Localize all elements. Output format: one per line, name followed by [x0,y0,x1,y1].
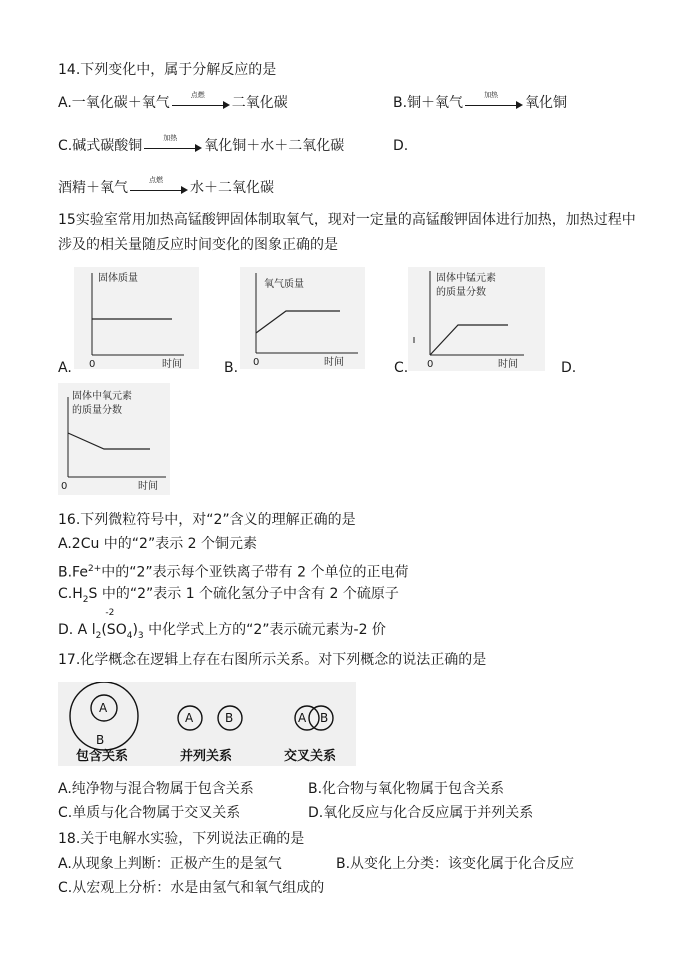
graph-b-ylabel: 氧气质量 [264,279,304,290]
subscript: 3 [137,630,144,641]
q14-stem: 14.下列变化中，属于分解反应的是 [58,62,277,78]
q17-stem: 17.化学概念在逻辑上存在右图所示关系。对下列概念的说法正确的是 [58,652,487,668]
q15-option-d: D. [561,360,577,376]
graph-d-ylabel-2: 的质量分数 [72,405,122,416]
graph-d-curve [68,433,150,449]
cross-title: 交叉关系 [284,749,337,764]
q16-option-a: A.2Cu 中的“2”表示 2 个铜元素 [58,536,258,552]
parallel-letter-b: B [225,711,234,725]
q18-stem: 18.关于电解水实验，下列说法正确的是 [58,831,305,847]
q14-option-b [393,93,567,113]
include-letter-a: A [99,701,108,715]
graph-b [240,267,365,369]
q18-option-c: C.从宏观上分析：水是由氢气和氧气组成的 [58,880,325,896]
valence-mark: -2 [105,608,115,618]
reactants: 一氧化碳＋氧气 [71,95,170,111]
text: 中的“2”表示每个亚铁离子带有 2 个单位的正电荷 [101,564,409,581]
graph-a-origin: 0 [89,359,96,369]
reaction-arrow-icon [172,91,230,109]
graph-d-origin: 0 [61,481,68,492]
products: 氧化铜 [525,95,568,111]
products: 氧化铜＋水＋二氧化碳 [204,138,345,154]
subscript: 4 [126,630,133,641]
graph-c-xlabel: 时间 [498,359,518,370]
parallel-letter-a: A [185,711,194,725]
subscript: 2 [95,630,102,641]
reactants: 铜＋氧气 [407,95,464,111]
q15-stem-line2: 涉及的相关量随反应时间变化的图象正确的是 [58,237,338,253]
reaction-condition: 点燃 [190,91,205,99]
q18-option-a: A.从现象上判断：正极产生的是氢气 [58,856,282,872]
sulfate-group [101,608,127,640]
q14-option-a [58,93,288,113]
subscript: 2 [82,594,89,605]
q17-option-b: B.化合物与氧化物属于包含关系 [308,781,505,797]
text: 中化学式上方的“2”表示硫元素为-2 价 [143,622,386,638]
reaction-arrow-icon [465,91,523,109]
graph-c-curve [430,325,508,355]
include-letter-b: B [96,733,105,747]
q16-option-c [58,584,399,610]
q15-option-c: C. [394,360,409,376]
graph-c [408,267,545,371]
graph-c-origin: 0 [427,359,434,370]
reactants: 酒精＋氧气 [58,180,128,196]
q17-option-d: D.氧化反应与化合反应属于并列关系 [308,805,534,821]
text: ) [132,622,138,638]
reaction-condition: 加热 [163,134,178,142]
products: 二氧化碳 [231,95,288,111]
graph-b-xlabel: 时间 [324,357,344,368]
q17-option-c: C.单质与化合物属于交叉关系 [58,805,241,821]
graph-d [58,383,170,495]
option-label: C. [58,138,73,154]
q14-option-d [58,178,274,198]
reactants: 碱式碳酸铜 [72,138,143,154]
text: S 中的“2”表示 1 个硫化氢分子中含有 2 个硫原子 [88,586,399,602]
graph-a-xlabel: 时间 [162,359,182,369]
graph-c-ylabel-2: 的质量分数 [436,287,486,298]
q18-option-b: B.从变化上分类：该变化属于化合反应 [336,856,575,872]
q15-option-a: A. [58,360,72,376]
q17-option-a: A.纯净物与混合物属于包含关系 [58,781,254,797]
q16-option-d [58,608,386,646]
q16-option-b [58,559,408,583]
reaction-condition: 加热 [484,91,499,99]
concept-relation-diagram [58,682,356,766]
charge-superscript: 2+ [87,564,102,574]
cross-letter-a: A [298,711,307,725]
text: D. A l [58,622,96,638]
text: (SO [101,622,127,638]
products: 水＋二氧化碳 [190,180,274,196]
reaction-arrow-icon [144,134,202,152]
option-label: B. [393,95,408,111]
graph-d-ylabel-1: 固体中氧元素 [72,391,132,402]
reaction-condition: 点燃 [149,176,163,184]
q14-option-d-label: D. [393,138,409,154]
reaction-arrow-icon [130,176,188,194]
graph-d-xlabel: 时间 [138,481,158,492]
graph-b-curve [256,311,340,333]
graph-b-origin: 0 [253,357,260,368]
q16-stem: 16.下列微粒符号中，对“2”含义的理解正确的是 [58,512,356,528]
graph-c-ylabel-1: 固体中锰元素 [436,273,496,284]
include-title: 包含关系 [76,749,129,764]
cross-letter-b: B [320,711,329,725]
option-label: A. [58,95,72,111]
graph-a-ylabel: 固体质量 [98,273,138,284]
text: C.H [58,586,83,602]
text: B.Fe [58,564,88,581]
q14-option-c [58,136,344,156]
q15-option-b: B. [224,360,239,376]
parallel-title: 并列关系 [180,749,233,764]
graph-a [74,267,199,369]
q15-stem-line1: 15实验室常用加热高锰酸钾固体制取氧气，现对一定量的高锰酸钾固体进行加热，加热过程中 [58,212,636,228]
